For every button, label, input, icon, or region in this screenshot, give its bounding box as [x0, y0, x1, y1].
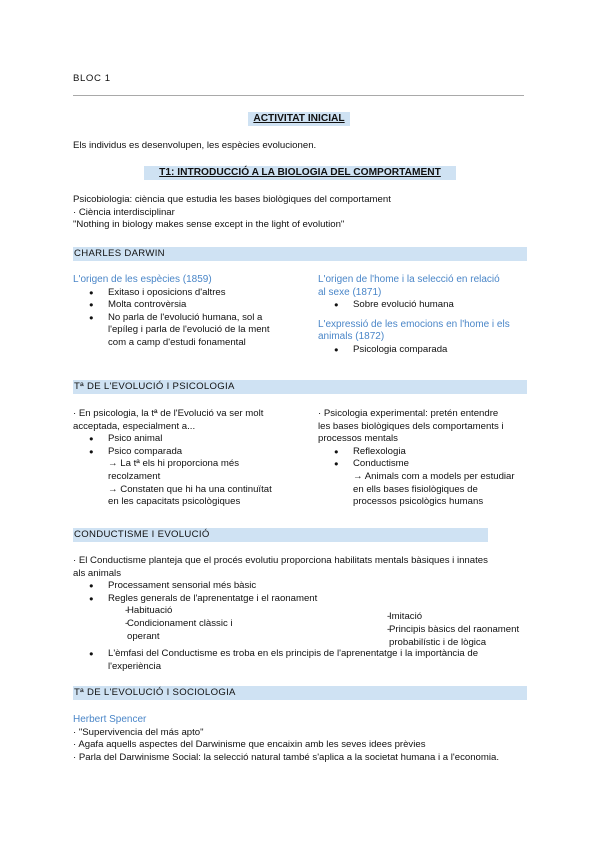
regles-sublist-right [335, 611, 535, 649]
imitacio-item: - Imitació [335, 611, 535, 624]
t1-title: T1: INTRODUCCIÓ A LA BIOLOGIA DEL COMPORTAMENT [144, 166, 456, 180]
psico-comparada-bullet: ● Psico comparada [73, 446, 311, 459]
habituacio-item: - Habituació [73, 605, 303, 618]
section-darwin: CHARLES DARWIN [73, 247, 527, 261]
spencer-heading: Herbert Spencer [73, 714, 147, 725]
origen-home-heading-cont: al sexe (1871) [318, 286, 382, 298]
origen-home-heading: L'origen de l'home i la selecció en relació [318, 274, 500, 285]
sociologia-body [73, 714, 533, 764]
emfasi-bullet: ● L'èmfasi del Conductisme es troba en els principis de l'aprenentatge i la importància de [73, 648, 528, 661]
reflexologia-bullet: ● Reflexologia [318, 446, 528, 459]
regles-bullet: ● Regles generals de l'aprenentatge i el raonament [73, 593, 528, 606]
conductisme-sub-2: en ells bases fisiològiques de [353, 483, 478, 495]
regles-sublist-left [73, 605, 303, 643]
processament-bullet: ● Processament sensorial més bàsic [73, 580, 528, 593]
psico-animal-bullet: ● Psico animal [73, 433, 311, 446]
darwin-col2 [318, 274, 528, 357]
conductisme-bullet: ● Conductisme [318, 458, 528, 471]
section-sociologia: Tª DE L'EVOLUCIÓ I SOCIOLOGIA [73, 686, 527, 700]
darwin-bullet-3-cont2: com a camp d'estudi fonamental [108, 336, 246, 348]
conductisme-intro-1: · El Conductisme planteja que el procés evolutiu proporciona habilitats mentals bàsiques i innates [73, 555, 488, 566]
t1-interdisciplinar: · Ciència interdisciplinar [73, 206, 175, 218]
origen-home-bullet: ● Sobre evolució humana [318, 299, 528, 312]
conductisme-intro-2: als animals [73, 567, 121, 579]
regles-sublist [73, 605, 528, 648]
psico-exp-intro-3: processos mentals [318, 433, 398, 445]
condicionament-item-cont: operant [127, 630, 160, 642]
expressio-emocions-heading: L'expressió de les emocions en l'home i els [318, 318, 510, 330]
darwin-bullet-3-cont1: l'epíleg i parla de l'evolució de la ment [108, 324, 270, 336]
spencer-line-1: · "Supervivencia del más apto" [73, 726, 204, 738]
expressio-emocions-heading-cont: animals (1872) [318, 331, 385, 343]
psico-exp-intro-1: · Psicologia experimental: pretén entendre [318, 408, 499, 419]
darwin-col1 [73, 274, 305, 350]
section-conductisme: CONDUCTISME I EVOLUCIÓ [73, 528, 488, 542]
psico-exp-intro-2: les bases biològiques dels comportaments i [318, 420, 504, 432]
section-psicologia: Tª DE L'EVOLUCIÓ I PSICOLOGIA [73, 380, 527, 394]
psico-intro-2: acceptada, especialment a... [73, 420, 196, 432]
t1-lines [73, 194, 391, 232]
conductisme-sub-3: processos psicològics humans [353, 496, 484, 508]
spencer-line-3: · Parla del Darwinisme Social: la selecció natural també s'aplica a la societat humana i a l'economia. [73, 751, 499, 763]
condicionament-item: - Condicionament clàssic i [73, 618, 303, 631]
expressio-emocions-bullet: ● Psicologia comparada [318, 344, 528, 357]
emfasi-bullet-cont: l'experiència [108, 660, 162, 672]
darwin-bullet-3: ● No parla de l'evolució humana, sol a [73, 312, 305, 325]
principis-item-cont: probabilístic i de lògica [389, 636, 487, 648]
origen-especies-heading: L'origen de les espècies (1859) [73, 274, 212, 285]
darwin-bullet-1: ● Exitaso i oposicions d'altres [73, 287, 305, 300]
psico-col1 [73, 408, 311, 509]
psico-comparada-sub-1: → La tª els hi proporciona més [108, 458, 239, 470]
conductisme-sub-1: → Animals com a models per estudiar [353, 470, 515, 482]
psico-comparada-sub-4: en les capacitats psicològiques [108, 496, 241, 508]
conductisme-body [73, 555, 528, 674]
principis-item: - Principis bàsics del raonament [335, 624, 535, 637]
darwin-bullet-2: ● Molta controvèrsia [73, 299, 305, 312]
t1-quote: "Nothing in biology makes sense except in the light of evolution" [73, 219, 345, 231]
bloc-header: BLOC 1 [73, 73, 111, 84]
psico-col2 [318, 408, 528, 509]
activitat-text: Els individus es desenvolupen, les espècies evolucionen. [73, 140, 317, 151]
psico-comparada-sub-2: recolzament [108, 470, 161, 482]
psico-intro-1: · En psicologia, la tª de l'Evolució va ser molt [73, 408, 264, 419]
psico-comparada-sub-3: → Constaten que hi ha una continuïtat [108, 483, 272, 495]
header-divider [73, 95, 524, 96]
t1-definition: Psicobiologia: ciència que estudia les bases biològiques del comportament [73, 194, 391, 205]
spencer-line-2: · Agafa aquells aspectes del Darwinisme que encaixin amb les seves idees prèvies [73, 739, 426, 751]
activitat-title: ACTIVITAT INICIAL [248, 112, 350, 126]
